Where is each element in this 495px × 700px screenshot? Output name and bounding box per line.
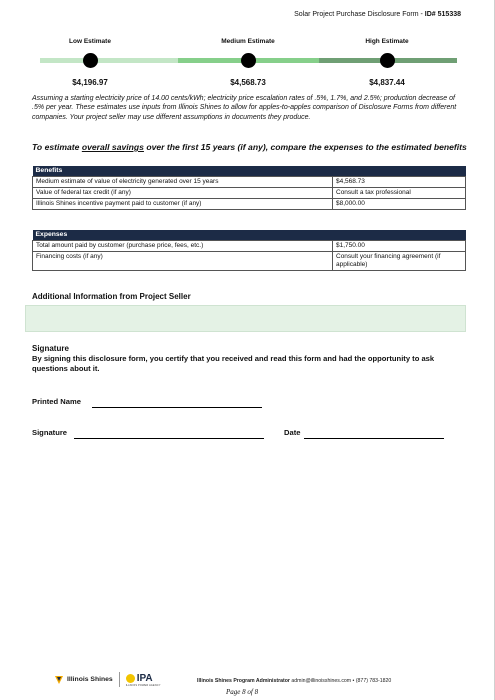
signature-field[interactable] bbox=[74, 438, 264, 439]
medium-estimate-label: Medium Estimate bbox=[221, 38, 275, 45]
signature-heading: Signature bbox=[32, 344, 69, 353]
form-header bbox=[294, 11, 461, 18]
date-field[interactable] bbox=[304, 438, 444, 439]
additional-info-title: Additional Information from Project Seller bbox=[32, 292, 191, 301]
printed-name-label: Printed Name bbox=[32, 397, 81, 406]
form-id: ID# 515338 bbox=[424, 11, 461, 18]
expense-label: Total amount paid by customer (purchase price, fees, etc.) bbox=[33, 240, 333, 251]
printed-name-field[interactable] bbox=[92, 407, 262, 408]
expenses-table bbox=[32, 230, 466, 271]
high-estimate-marker bbox=[380, 53, 395, 68]
ipa-sun-icon bbox=[126, 674, 135, 683]
overall-savings-emphasis: overall savings bbox=[81, 142, 144, 152]
estimate-heading-part1: To estimate bbox=[32, 142, 82, 152]
table-row bbox=[33, 240, 466, 251]
low-segment bbox=[40, 58, 178, 63]
ipa-logo-text: IPA bbox=[136, 672, 153, 684]
benefit-label: Medium estimate of value of electricity generated over 15 years bbox=[33, 176, 333, 187]
assumptions-text: Assuming a starting electricity price of 14.00 cents/kWh; electricity price escalation rates of .5%, 1.7%, and 2.5%; production decrease of .5% per year. These estimates use inputs from Illinois Shines to allow for apples-to-apples comparison of Disclosure Forms from different companies. Your project seller may use different assumptions in documents they produce. bbox=[32, 95, 457, 121]
benefit-label: Value of federal tax credit (if any) bbox=[33, 187, 333, 198]
expense-value: $1,750.00 bbox=[333, 240, 466, 251]
low-estimate-marker bbox=[83, 53, 98, 68]
admin-contact: admin@illinoisshines.com • (877) 783-1820 bbox=[289, 678, 392, 684]
illinois-shines-logo-icon bbox=[54, 675, 64, 685]
benefits-table bbox=[32, 166, 466, 210]
benefit-value: $4,568.73 bbox=[333, 176, 466, 187]
high-estimate-value: $4,837.44 bbox=[369, 78, 405, 87]
benefit-value: Consult a tax professional bbox=[333, 187, 466, 198]
low-estimate-label: Low Estimate bbox=[69, 38, 111, 45]
page-number: Page 8 of 8 bbox=[226, 688, 259, 696]
estimate-heading bbox=[32, 142, 472, 153]
medium-estimate-value: $4,568.73 bbox=[230, 78, 266, 87]
program-administrator: Illinois Shines Program Administrator bbox=[197, 678, 290, 684]
signature-statement: By signing this disclosure form, you certify that you received and read this form and had the opportunity to ask questions about it. bbox=[32, 354, 435, 373]
benefit-label: Illinois Shines incentive payment paid to customer (if any) bbox=[33, 198, 333, 209]
ipa-logo-subtitle: ILLINOIS POWER AGENCY bbox=[125, 683, 161, 687]
date-label: Date bbox=[284, 428, 301, 437]
form-title: Solar Project Purchase Disclosure Form - bbox=[294, 11, 425, 18]
logo-divider bbox=[119, 672, 120, 687]
estimate-heading-part3: over the first 15 years (if any), compare the expenses to the estimated benefits bbox=[143, 142, 467, 152]
expenses-header: Expenses bbox=[33, 230, 466, 240]
additional-info-field[interactable] bbox=[25, 305, 466, 332]
table-row bbox=[33, 187, 466, 198]
table-row bbox=[33, 198, 466, 209]
table-row bbox=[33, 176, 466, 187]
signature-label: Signature bbox=[32, 428, 68, 437]
footer-logos bbox=[54, 672, 161, 687]
expense-value: Consult your financing agreement (if applicable) bbox=[333, 251, 466, 270]
medium-estimate-marker bbox=[241, 53, 256, 68]
expense-label: Financing costs (if any) bbox=[33, 251, 333, 270]
high-estimate-label: High Estimate bbox=[365, 38, 409, 45]
table-row bbox=[33, 251, 466, 270]
illinois-shines-logo-text: Illinois Shines bbox=[67, 676, 113, 683]
estimate-scale bbox=[40, 38, 457, 90]
footer-contact bbox=[197, 678, 391, 684]
low-estimate-value: $4,196.97 bbox=[72, 78, 108, 87]
ipa-logo bbox=[126, 673, 161, 687]
benefit-value: $8,000.00 bbox=[333, 198, 466, 209]
benefits-header: Benefits bbox=[33, 166, 466, 176]
